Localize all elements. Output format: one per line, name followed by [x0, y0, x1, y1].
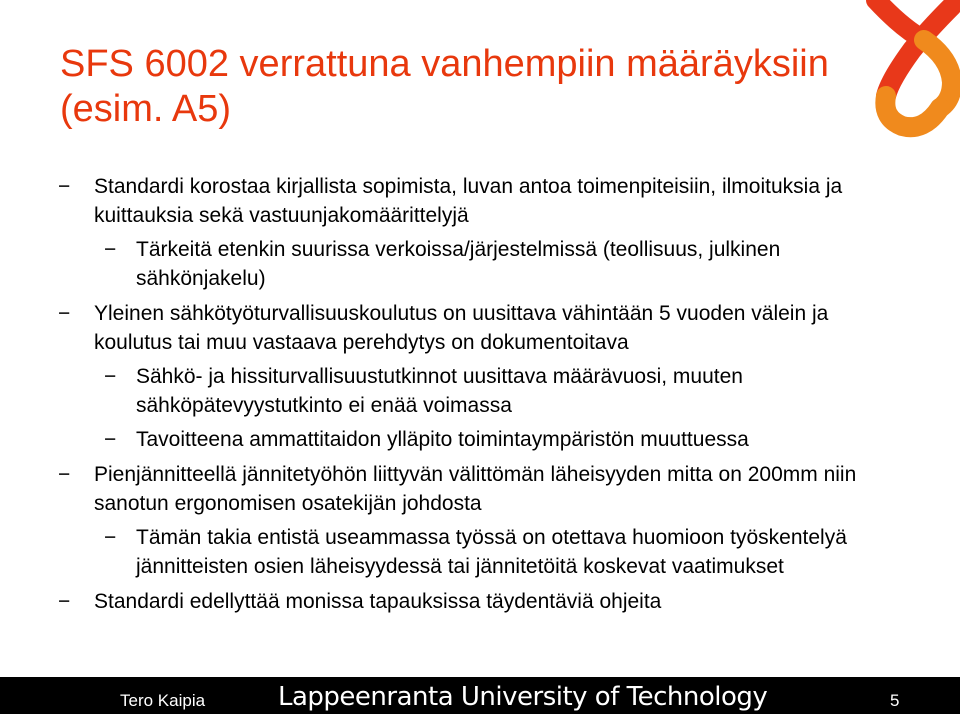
bullet-item — [0, 299, 900, 357]
bullet-item — [0, 587, 900, 616]
slide-title: SFS 6002 verrattuna vanhempiin määräyksiin (esim. A5) — [60, 43, 829, 130]
dash-marker: − — [58, 302, 71, 325]
sub-bullet-item — [0, 523, 900, 581]
dash-marker: − — [104, 238, 117, 261]
footer-bar — [0, 677, 960, 714]
bullet-text: Standardi korostaa kirjallista sopimista, luvan antoa toimenpiteisiin, ilmoituksia ja kuittauksia sekä vastuunjakomäärittelyjä — [94, 175, 843, 227]
sub-bullet-item — [0, 235, 900, 293]
bullet-item — [0, 172, 900, 230]
dash-marker: − — [58, 175, 71, 198]
sub-bullet-item — [0, 425, 900, 454]
sub-bullet-item — [0, 362, 900, 420]
bullet-text: Standardi edellyttää monissa tapauksissa täydentäviä ohjeita — [94, 590, 662, 613]
bullet-list — [0, 172, 900, 616]
bullet-item — [0, 460, 900, 518]
bullet-text: Tämän takia entistä useammassa työssä on otettava huomioon työskentelyä jännitteisten osien läheisyydessä tai jännitetöitä koskevat vaatimukset — [136, 526, 847, 578]
lut-logo-icon — [854, 0, 960, 140]
dash-marker: − — [58, 590, 71, 613]
bullet-text: Sähkö- ja hissiturvallisuustutkinnot uusittava määrävuosi, muuten sähköpätevyystutkinto ei enää voimassa — [136, 365, 743, 417]
bullet-text: Pienjännitteellä jännitetyöhön liittyvän välittömän läheisyyden mitta on 200mm niin sanotun ergonomisen osatekijän johdosta — [94, 463, 857, 515]
university-wordmark: Lappeenranta University of Technology — [278, 682, 768, 712]
page-number: 5 — [890, 691, 900, 710]
bullet-text: Tärkeitä etenkin suurissa verkoissa/järjestelmissä (teollisuus, julkinen sähkönjakelu) — [136, 238, 781, 290]
footer-author: Tero Kaipia — [120, 691, 206, 710]
dash-marker: − — [104, 365, 117, 388]
dash-marker: − — [104, 428, 117, 451]
dash-marker: − — [58, 463, 71, 486]
dash-marker: − — [104, 526, 117, 549]
bullet-text: Yleinen sähkötyöturvallisuuskoulutus on uusittava vähintään 5 vuoden välein ja koulutus tai muu vastaava perehdytys on dokumentoitava — [94, 302, 829, 354]
bullet-text: Tavoitteena ammattitaidon ylläpito toimintaympäristön muuttuessa — [136, 428, 749, 451]
